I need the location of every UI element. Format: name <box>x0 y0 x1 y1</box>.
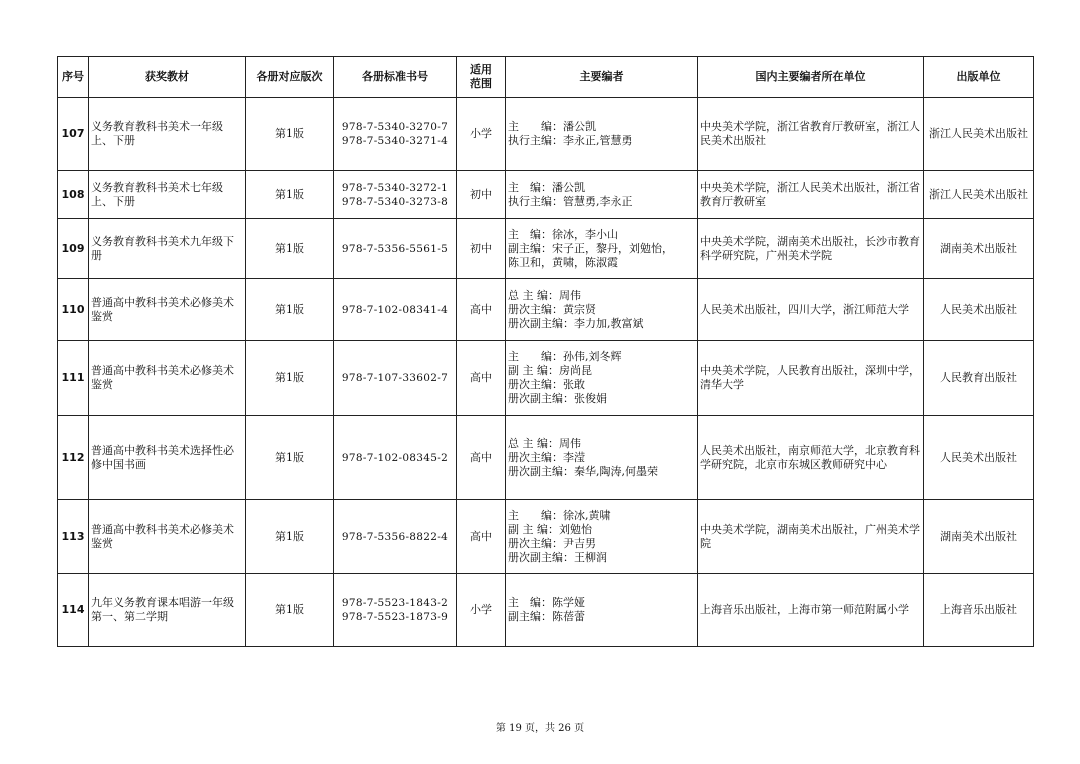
row-editors-line: 主 编：潘公凯 <box>508 180 585 194</box>
row-publisher: 浙江人民美术出版社 <box>924 171 1034 219</box>
row-editors-line: 册次副主编：张俊娟 <box>508 392 607 405</box>
row-editors <box>506 171 698 219</box>
page-footer: 第 19 页，共 26 页 <box>495 723 585 734</box>
table-row <box>58 279 1034 341</box>
row-editors-line: 副主编：陈蓓蕾 <box>508 610 585 623</box>
row-isbn-line: 978-7-5340-3271-4 <box>341 135 449 147</box>
header-publisher: 出版单位 <box>924 57 1034 98</box>
row-units: 中央美术学院，湖南美术出版社，长沙市教育科学研究院，广州美术学院 <box>698 219 924 279</box>
row-units: 上海音乐出版社，上海市第一师范附属小学 <box>698 574 924 647</box>
row-title: 普通高中教科书美术必修美术鉴赏 <box>89 500 246 574</box>
row-isbn <box>334 219 457 279</box>
row-isbn <box>334 279 457 341</box>
table-row <box>58 416 1034 500</box>
row-editors-line: 副 主 编：房尚昆 <box>508 364 592 377</box>
row-editors-line: 主 编：潘公凯 <box>508 120 596 133</box>
header-edition: 各册对应版次 <box>246 57 334 98</box>
row-editors-line: 总 主 编：周伟 <box>508 436 581 450</box>
row-isbn-line: 978-7-5340-3272-1 <box>341 181 449 194</box>
row-scope: 高中 <box>457 341 506 416</box>
row-edition: 第1版 <box>246 341 334 416</box>
row-editors-line: 册次副主编：王柳润 <box>508 550 607 564</box>
row-edition: 第1版 <box>246 171 334 219</box>
row-seq: 114 <box>58 574 89 647</box>
row-editors-line: 册次主编：黄宗贤 <box>508 302 596 316</box>
row-isbn <box>334 341 457 416</box>
row-editors-line: 册次主编：李滢 <box>508 450 585 464</box>
row-scope: 初中 <box>457 219 506 279</box>
row-isbn-line: 978-7-107-33602-7 <box>341 372 449 384</box>
header-units: 国内主要编者所在单位 <box>698 57 924 98</box>
row-isbn <box>334 171 457 219</box>
header-title: 获奖教材 <box>89 57 246 98</box>
row-isbn-line: 978-7-5523-1873-9 <box>341 611 449 623</box>
row-editors <box>506 574 698 647</box>
row-editors <box>506 279 698 341</box>
header-editors: 主要编者 <box>506 57 698 98</box>
row-edition: 第1版 <box>246 98 334 171</box>
row-editors-line: 陈卫和，黄啸，陈淑霞 <box>508 255 618 269</box>
row-editors-line: 副主编：宋子正，黎丹，刘勉怡， <box>508 241 673 255</box>
row-edition: 第1版 <box>246 219 334 279</box>
row-units: 人民美术出版社，四川大学，浙江师范大学 <box>698 279 924 341</box>
row-seq: 109 <box>58 219 89 279</box>
row-units: 中央美术学院，湖南美术出版社，广州美术学院 <box>698 500 924 574</box>
row-publisher: 湖南美术出版社 <box>924 500 1034 574</box>
header-isbn: 各册标准书号 <box>334 57 457 98</box>
row-title: 普通高中教科书美术必修美术鉴赏 <box>89 341 246 416</box>
table-row <box>58 574 1034 647</box>
table-header-row <box>58 57 1034 98</box>
row-edition: 第1版 <box>246 416 334 500</box>
row-seq: 113 <box>58 500 89 574</box>
awards-table <box>57 56 1034 647</box>
row-editors-line: 主 编：孙伟,刘冬辉 <box>508 350 622 363</box>
row-editors-line: 副 主 编：刘勉怡 <box>508 522 592 536</box>
table-row <box>58 219 1034 279</box>
row-isbn <box>334 574 457 647</box>
row-seq: 107 <box>58 98 89 171</box>
table-row <box>58 171 1034 219</box>
row-scope: 小学 <box>457 574 506 647</box>
row-title: 普通高中教科书美术选择性必修中国书画 <box>89 416 246 500</box>
row-publisher: 人民美术出版社 <box>924 279 1034 341</box>
table-row <box>58 98 1034 171</box>
row-seq: 110 <box>58 279 89 341</box>
row-isbn-line: 978-7-102-08345-2 <box>341 451 449 464</box>
row-scope: 小学 <box>457 98 506 171</box>
row-isbn-line: 978-7-5340-3270-7 <box>341 121 449 133</box>
row-title: 义务教育教科书美术七年级上、下册 <box>89 171 246 219</box>
row-edition: 第1版 <box>246 574 334 647</box>
row-editors-line: 执行主编：李永正,管慧勇 <box>508 134 633 147</box>
row-editors <box>506 98 698 171</box>
row-editors <box>506 219 698 279</box>
row-isbn <box>334 500 457 574</box>
row-publisher: 人民美术出版社 <box>924 416 1034 500</box>
row-title: 义务教育教科书美术九年级下册 <box>89 219 246 279</box>
row-editors-line: 主 编：徐冰,黄啸 <box>508 508 611 522</box>
table-row <box>58 500 1034 574</box>
row-editors <box>506 416 698 500</box>
row-title: 普通高中教科书美术必修美术鉴赏 <box>89 279 246 341</box>
row-isbn-line: 978-7-5523-1843-2 <box>341 597 449 609</box>
row-editors <box>506 500 698 574</box>
row-editors-line: 主 编：徐冰，李小山 <box>508 227 618 241</box>
row-seq: 112 <box>58 416 89 500</box>
row-publisher: 人民教育出版社 <box>924 341 1034 416</box>
row-seq: 111 <box>58 341 89 416</box>
row-publisher: 湖南美术出版社 <box>924 219 1034 279</box>
row-units: 中央美术学院，浙江省教育厅教研室，浙江人民美术出版社 <box>698 98 924 171</box>
row-title: 九年义务教育课本唱游一年级第一、第二学期 <box>89 574 246 647</box>
row-publisher: 浙江人民美术出版社 <box>924 98 1034 171</box>
row-editors-line: 册次主编：张敢 <box>508 378 585 391</box>
header-seq: 序号 <box>58 57 89 98</box>
row-units: 人民美术出版社，南京师范大学，北京教育科学研究院，北京市东城区教师研究中心 <box>698 416 924 500</box>
row-editors-line: 总 主 编：周伟 <box>508 288 581 302</box>
row-units: 中央美术学院，浙江人民美术出版社，浙江省教育厅教研室 <box>698 171 924 219</box>
header-scope: 适用 范围 <box>457 57 506 98</box>
table-row <box>58 341 1034 416</box>
row-isbn-line: 978-7-5356-8822-4 <box>341 530 449 543</box>
row-scope: 高中 <box>457 416 506 500</box>
row-title: 义务教育教科书美术一年级上、下册 <box>89 98 246 171</box>
row-scope: 高中 <box>457 500 506 574</box>
row-isbn-line: 978-7-5356-5561-5 <box>341 242 449 255</box>
row-scope: 初中 <box>457 171 506 219</box>
row-editors-line: 册次副主编：李力加,教富斌 <box>508 316 644 330</box>
row-isbn <box>334 98 457 171</box>
row-isbn-line: 978-7-5340-3273-8 <box>341 195 449 208</box>
row-editors-line: 册次主编：尹吉男 <box>508 536 596 550</box>
row-editors <box>506 341 698 416</box>
row-seq: 108 <box>58 171 89 219</box>
row-units: 中央美术学院，人民教育出版社，深圳中学，清华大学 <box>698 341 924 416</box>
row-isbn-line: 978-7-102-08341-4 <box>341 303 449 316</box>
row-publisher: 上海音乐出版社 <box>924 574 1034 647</box>
row-isbn <box>334 416 457 500</box>
row-edition: 第1版 <box>246 500 334 574</box>
row-editors-line: 主 编：陈学娅 <box>508 596 585 609</box>
row-editors-line: 册次副主编：秦华,陶涛,何墨荣 <box>508 464 658 478</box>
row-editors-line: 执行主编：管慧勇,李永正 <box>508 194 633 208</box>
row-edition: 第1版 <box>246 279 334 341</box>
row-scope: 高中 <box>457 279 506 341</box>
